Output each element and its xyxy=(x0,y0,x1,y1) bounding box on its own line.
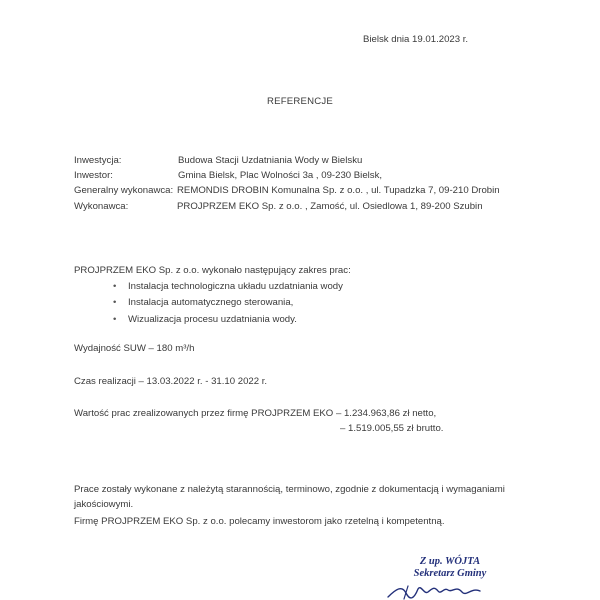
closing-line: Prace zostały wykonane z należytą starannością, terminowo, zgodnie z dokumentacją i wymaganiami xyxy=(74,484,505,495)
value-brutto: – 1.519.005,55 zł brutto. xyxy=(340,423,444,434)
info-value: Gmina Bielsk, Plac Wolności 3a , 09-230 Bielsk, xyxy=(178,170,383,181)
capacity: Wydajność SUW – 180 m³/h xyxy=(74,343,195,354)
info-label: Inwestycja: xyxy=(74,155,122,166)
info-label: Inwestor: xyxy=(74,170,113,181)
value-netto: – 1.234.963,86 zł netto, xyxy=(333,408,437,419)
value-label: Wartość prac zrealizowanych przez firmę PROJPRZEM EKO xyxy=(74,408,334,419)
realization-value: – 13.03.2022 r. - 31.10 2022 r. xyxy=(135,376,268,387)
closing-line: jakościowymi. xyxy=(74,499,134,510)
official-stamp xyxy=(380,556,520,580)
stamp-line: Sekretarz Gminy xyxy=(413,568,487,579)
info-value: Budowa Stacji Uzdatniania Wody w Bielsku xyxy=(178,155,363,166)
scope-item: • Instalacja technologiczna układu uzdatniania wody xyxy=(128,281,343,292)
recommendation-line: Firmę PROJPRZEM EKO Sp. z o.o. polecamy inwestorom jako rzetelną i kompetentną. xyxy=(74,516,445,527)
info-label: Wykonawca: xyxy=(74,201,129,212)
realization-label: Czas realizacji xyxy=(74,376,136,387)
info-row-contractor xyxy=(74,201,483,212)
document-date: Bielsk dnia 19.01.2023 r. xyxy=(363,34,469,45)
scope-intro: PROJPRZEM EKO Sp. z o.o. wykonało następujący zakres prac: xyxy=(74,265,351,276)
info-value: REMONDIS DROBIN Komunalna Sp. z o.o. , ul. Tupadzka 7, 09-210 Drobin xyxy=(177,185,500,196)
document-title: REFERENCJE xyxy=(267,96,333,107)
info-value: PROJPRZEM EKO Sp. z o.o. , Zamość, ul. Osiedlowa 1, 89-200 Szubin xyxy=(177,201,483,212)
info-row-investor xyxy=(74,170,383,181)
contract-value xyxy=(74,408,436,419)
realization-period xyxy=(74,376,267,387)
scope-item: • Wizualizacja procesu uzdatniania wody. xyxy=(128,314,297,325)
info-row-investment xyxy=(74,155,363,166)
info-label: Generalny wykonawca: xyxy=(74,185,174,196)
scope-item: • Instalacja automatycznego sterowania, xyxy=(128,297,293,308)
signature-icon xyxy=(384,583,504,600)
info-row-general-contractor xyxy=(74,185,500,196)
stamp-line: Z up. WÓJTA xyxy=(419,556,481,567)
